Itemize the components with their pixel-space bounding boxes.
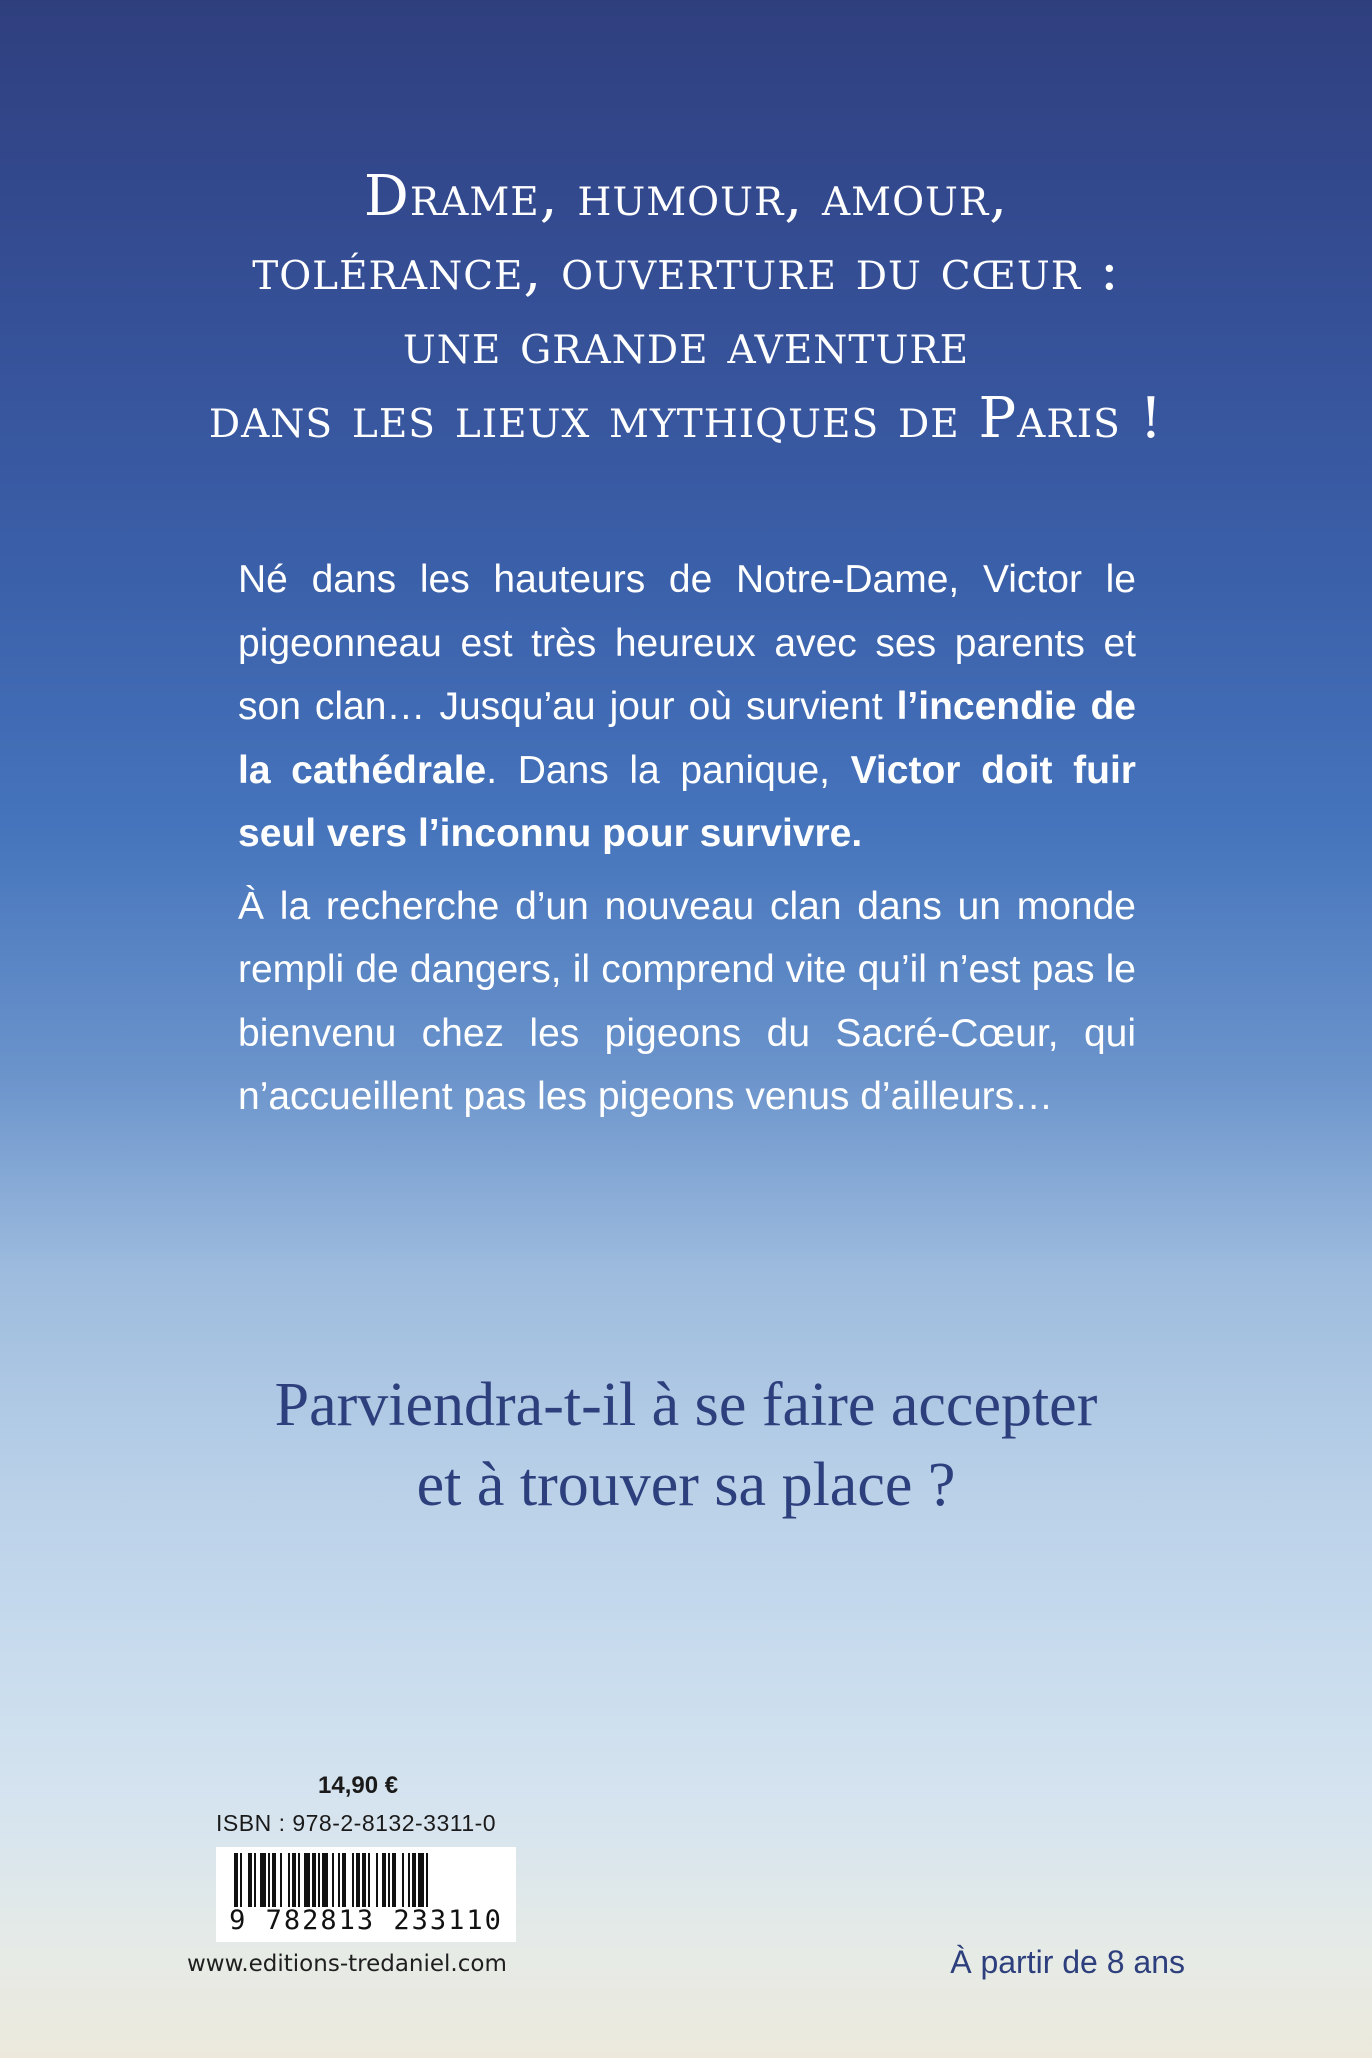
blurb-p1-text-a: Né dans les hauteurs de Notre-Dame, Victor le pigeonneau est très heureux avec ses parents et son clan… Jusqu’au jour où survient bbox=[238, 558, 1136, 728]
barcode-bar bbox=[342, 1853, 346, 1907]
barcode-bar bbox=[254, 1853, 256, 1907]
headline bbox=[90, 160, 1282, 456]
barcode-bar bbox=[280, 1853, 282, 1907]
barcode-bar bbox=[292, 1853, 296, 1907]
headline-line-3: une grande aventure bbox=[402, 312, 970, 377]
headline-line-1: Drame, humour, amour, bbox=[363, 164, 1009, 229]
headline-line-4: dans les lieux mythiques de Paris ! bbox=[208, 386, 1164, 451]
price: 14,90 € bbox=[318, 1772, 399, 1799]
barcode-bar bbox=[392, 1853, 396, 1907]
question-line-1: Parviendra-t-il à se faire accepter bbox=[274, 1371, 1098, 1439]
barcode-bar bbox=[402, 1853, 404, 1907]
blurb bbox=[238, 548, 1136, 1129]
barcode-bar bbox=[408, 1853, 410, 1907]
blurb-p1-text-c: . Dans la panique, bbox=[486, 748, 851, 792]
question-line-2: et à trouver sa place ? bbox=[416, 1451, 956, 1519]
barcode-bar bbox=[426, 1853, 428, 1907]
headline-line-2: tolérance, ouverture du cœur : bbox=[252, 238, 1120, 303]
barcode-bar bbox=[312, 1853, 316, 1907]
barcode-bar bbox=[248, 1853, 252, 1907]
barcode-bar bbox=[412, 1853, 416, 1907]
barcode-bar bbox=[298, 1853, 300, 1907]
barcode-bar bbox=[332, 1853, 334, 1907]
barcode-bar bbox=[260, 1853, 266, 1907]
barcode-bar bbox=[388, 1853, 390, 1907]
blurb-paragraph-1 bbox=[238, 548, 1136, 866]
barcode-bar bbox=[356, 1853, 360, 1907]
barcode-bar bbox=[234, 1853, 238, 1907]
barcode-bar bbox=[272, 1853, 276, 1907]
barcode-bar bbox=[418, 1853, 424, 1907]
isbn: ISBN : 978-2-8132-3311-0 bbox=[216, 1810, 497, 1836]
barcode-bar bbox=[304, 1853, 310, 1907]
barcode-bar bbox=[268, 1853, 270, 1907]
barcode-bar bbox=[376, 1853, 378, 1907]
tagline-question bbox=[150, 1365, 1222, 1525]
age-range: À partir de 8 ans bbox=[950, 1944, 1185, 1980]
barcode-bar bbox=[338, 1853, 340, 1907]
barcode-bar bbox=[240, 1853, 242, 1907]
barcode-bar bbox=[288, 1853, 290, 1907]
blurb-p1-bold-flee: Victor doit fuir seul vers l’inconnu pour survivre. bbox=[238, 748, 1136, 855]
barcode-bar bbox=[368, 1853, 370, 1907]
barcode-bar bbox=[382, 1853, 386, 1907]
barcode-bar bbox=[362, 1853, 366, 1907]
barcode-bar bbox=[318, 1853, 320, 1907]
barcode-bar bbox=[352, 1853, 354, 1907]
barcode-digits: 9 782813 233110 bbox=[229, 1905, 503, 1936]
barcode-bar bbox=[322, 1853, 328, 1907]
barcode bbox=[216, 1847, 516, 1942]
blurb-p1-bold-fire: l’incendie de la cathédrale bbox=[238, 685, 1136, 792]
blurb-paragraph-2: À la recherche d’un nouveau clan dans un monde rempli de dangers, il comprend vite qu’il n’est pas le bienvenu chez les pigeons du Sacré-Cœur, qui n’accueillent pas les pigeons venus d’ailleurs… bbox=[238, 884, 1136, 1118]
publisher-website: www.editions-tredaniel.com bbox=[187, 1951, 507, 1977]
